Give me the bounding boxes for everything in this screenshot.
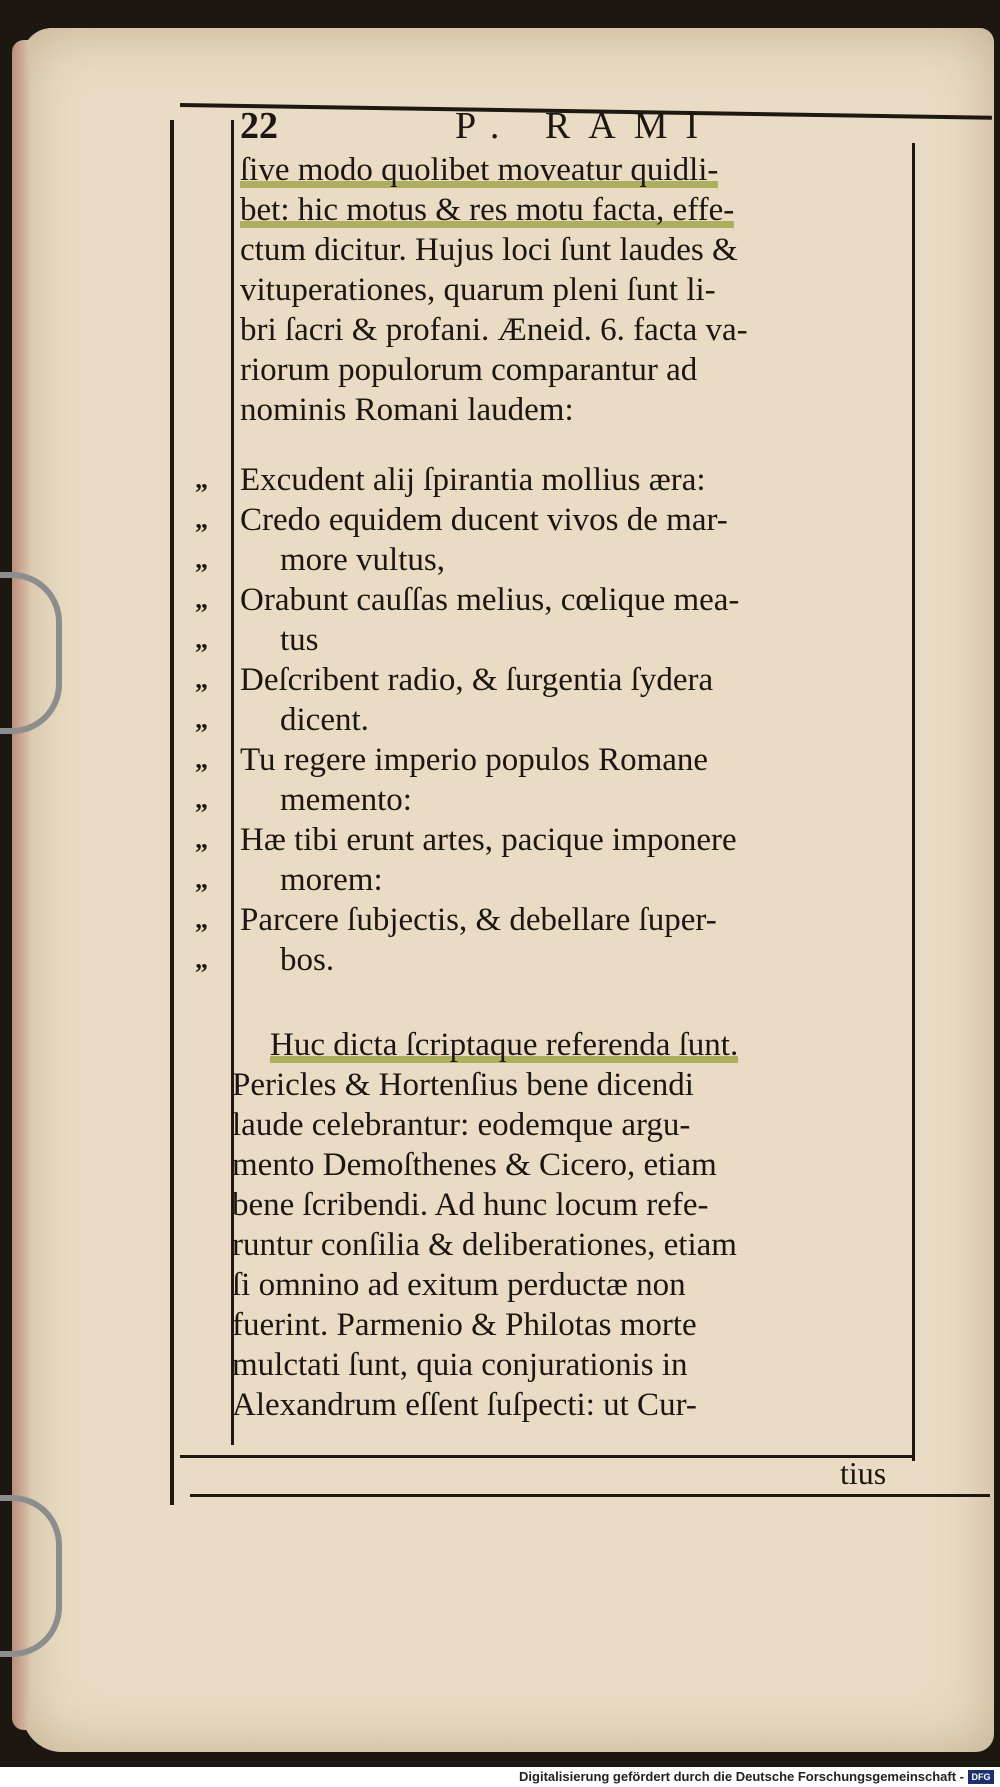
verse-line: „ tus — [195, 622, 319, 658]
catchword: tius — [840, 1455, 887, 1491]
verse-line: „ bos. — [195, 942, 335, 978]
binder-clip-bottom — [0, 1495, 62, 1657]
verse-line: „ Credo equidem ducent vivos de mar- — [195, 502, 728, 538]
quote-marker: „ — [195, 465, 208, 494]
text-line: bri ſacri & profani. Æneid. 6. facta va- — [240, 312, 748, 348]
paragraph-2 — [232, 1025, 892, 1425]
text-line: vituperationes, quarum pleni ſunt li- — [240, 272, 716, 308]
quote-marker: „ — [195, 745, 208, 774]
quote-marker: „ — [195, 505, 208, 534]
text-line: riorum populorum comparantur ad — [240, 352, 698, 388]
quote-marker: „ — [195, 665, 208, 694]
text-line: nominis Romani laudem: — [240, 392, 574, 428]
text-line: bene ſcribendi. Ad hunc locum refe- — [232, 1187, 709, 1223]
right-rule — [912, 143, 915, 1461]
page-number: 22 — [240, 105, 278, 147]
verse-quotation — [195, 460, 900, 980]
verse-line: „ Tu regere imperio populos Romane — [195, 742, 709, 778]
text-line: ſi omnino ad exitum perductæ non — [232, 1267, 686, 1303]
quote-marker: „ — [195, 545, 208, 574]
quote-marker: „ — [195, 785, 208, 814]
page-edge — [12, 40, 30, 1730]
highlighted-text: bet: hic motus & res motu facta, effe- — [240, 192, 735, 228]
quote-marker: „ — [195, 825, 208, 854]
verse-line: „ Excudent alij ſpirantia mollius æra: — [195, 462, 706, 498]
text-line: ctum dicitur. Hujus loci ſunt laudes & — [240, 232, 738, 268]
verse-line: „ Deſcribent radio, & ſurgentia ſydera — [195, 662, 714, 698]
text-line: Pericles & Hortenſius bene dicendi — [232, 1067, 694, 1103]
verse-line: „ dicent. — [195, 702, 369, 738]
text-line: laude celebrantur: eodemque argu- — [232, 1107, 691, 1143]
highlighted-text: ſive modo quolibet moveatur quidli- — [240, 152, 719, 188]
text-line: Alexandrum eſſent ſuſpecti: ut Cur- — [232, 1387, 697, 1423]
page-header — [240, 104, 900, 148]
dfg-logo: DFG — [968, 1770, 994, 1784]
footer-rule-upper — [180, 1455, 915, 1458]
quote-marker: „ — [195, 705, 208, 734]
verse-line: „ memento: — [195, 782, 412, 818]
text-line — [240, 150, 900, 190]
quote-marker: „ — [195, 625, 208, 654]
binder-clip-top — [0, 572, 62, 734]
paragraph-1 — [240, 150, 900, 430]
left-outer-rule — [170, 120, 174, 1505]
funding-credit: Digitalisierung gefördert durch die Deutsche Forschungsgemeinschaft - — [519, 1769, 964, 1784]
footer-bar — [0, 1767, 1000, 1787]
text-line: fuerint. Parmenio & Philotas morte — [232, 1307, 697, 1343]
verse-line: „ Parcere ſubjectis, & debellare ſuper- — [195, 902, 717, 938]
verse-line: „ more vultus, — [195, 542, 445, 578]
text-line: runtur conſilia & deliberationes, etiam — [232, 1227, 737, 1263]
text-line: mulctati ſunt, quia conjurationis in — [232, 1347, 688, 1383]
highlighted-text: Huc dicta ſcriptaque referenda ſunt. — [270, 1027, 739, 1063]
text-line — [232, 1025, 892, 1065]
verse-line: „ Orabunt cauſſas melius, cœlique mea- — [195, 582, 740, 618]
quote-marker: „ — [195, 945, 208, 974]
running-head: P. RAMI — [455, 105, 717, 147]
quote-marker: „ — [195, 865, 208, 894]
text-line: mento Demoſthenes & Cicero, etiam — [232, 1147, 717, 1183]
footer-rule-lower — [190, 1494, 990, 1497]
text-line — [240, 190, 900, 230]
verse-line: „ Hæ tibi erunt artes, pacique imponere — [195, 822, 737, 858]
verse-line: „ morem: — [195, 862, 383, 898]
quote-marker: „ — [195, 905, 208, 934]
quote-marker: „ — [195, 585, 208, 614]
